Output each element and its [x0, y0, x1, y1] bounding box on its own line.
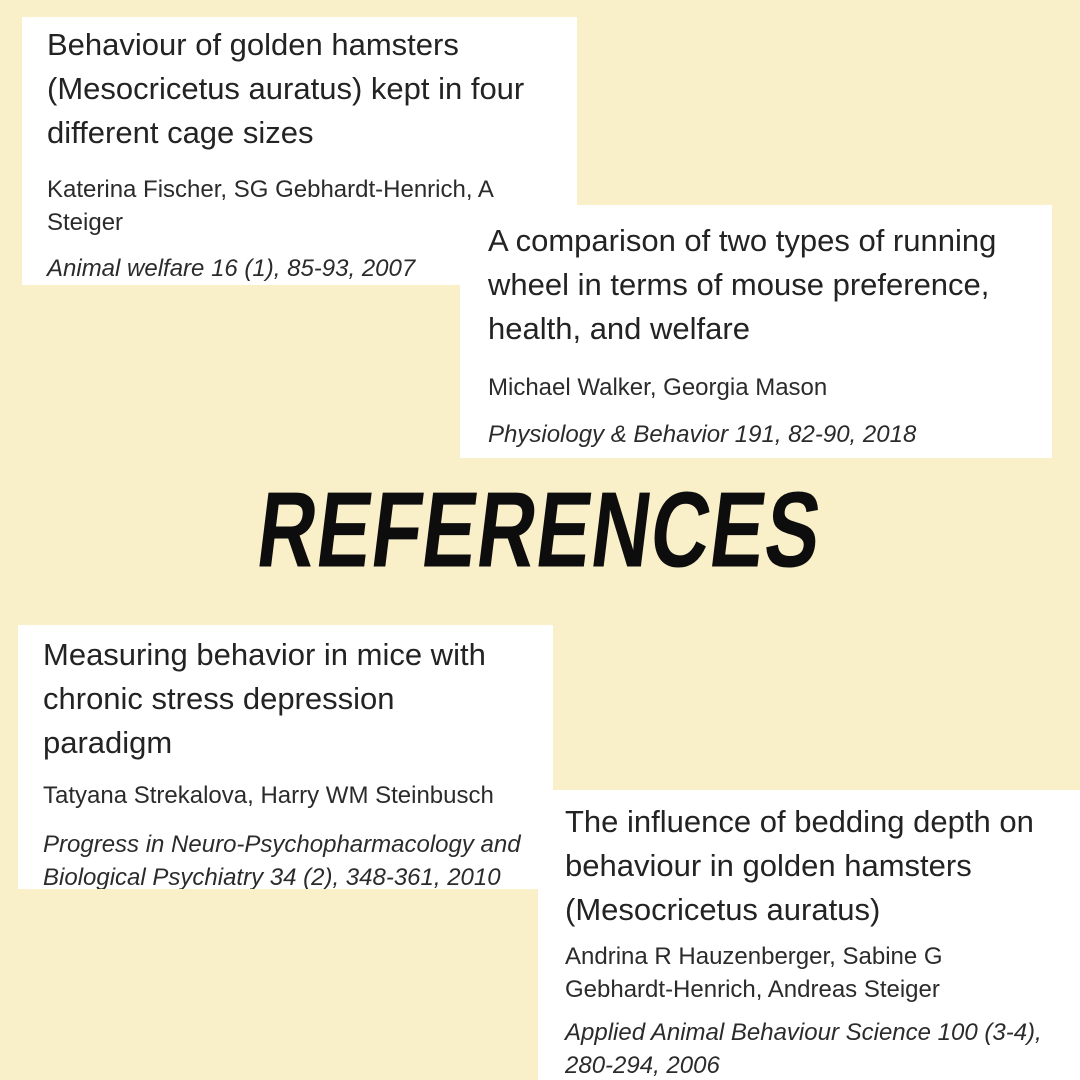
reference-card-4 — [538, 790, 1080, 1080]
citation-authors: Michael Walker, Georgia Mason — [488, 374, 828, 401]
reference-card-2 — [460, 205, 1052, 458]
citation-authors: Andrina R Hauzenberger, Sabine G Gebhardt-Henrich, Andreas Steiger — [565, 943, 943, 1003]
page-title: REFERENCES — [251, 469, 829, 590]
page-title-wrap — [0, 469, 1080, 590]
citation-title: Measuring behavior in mice with chronic stress depression paradigm — [43, 637, 486, 760]
reference-card-3 — [18, 625, 553, 889]
citation-title: The influence of bedding depth on behaviour in golden hamsters (Mesocricetus auratus) — [565, 804, 1034, 927]
citation-source: Physiology & Behavior 191, 82-90, 2018 — [488, 421, 917, 448]
citation-source: Applied Animal Behaviour Science 100 (3-4), 280-294, 2006 — [565, 1019, 1042, 1079]
citation-source: Progress in Neuro-Psychopharmacology and Biological Psychiatry 34 (2), 348-361, 2010 — [43, 831, 521, 889]
citation-title: Behaviour of golden hamsters (Mesocricetus auratus) kept in four different cage sizes — [47, 27, 525, 150]
citation-authors: Tatyana Strekalova, Harry WM Steinbusch — [43, 782, 494, 809]
citation-title: A comparison of two types of running wheel in terms of mouse preference, health, and welfare — [488, 223, 997, 346]
citation-source: Animal welfare 16 (1), 85-93, 2007 — [47, 255, 416, 282]
citation-authors: Katerina Fischer, SG Gebhardt-Henrich, A Steiger — [47, 176, 493, 236]
